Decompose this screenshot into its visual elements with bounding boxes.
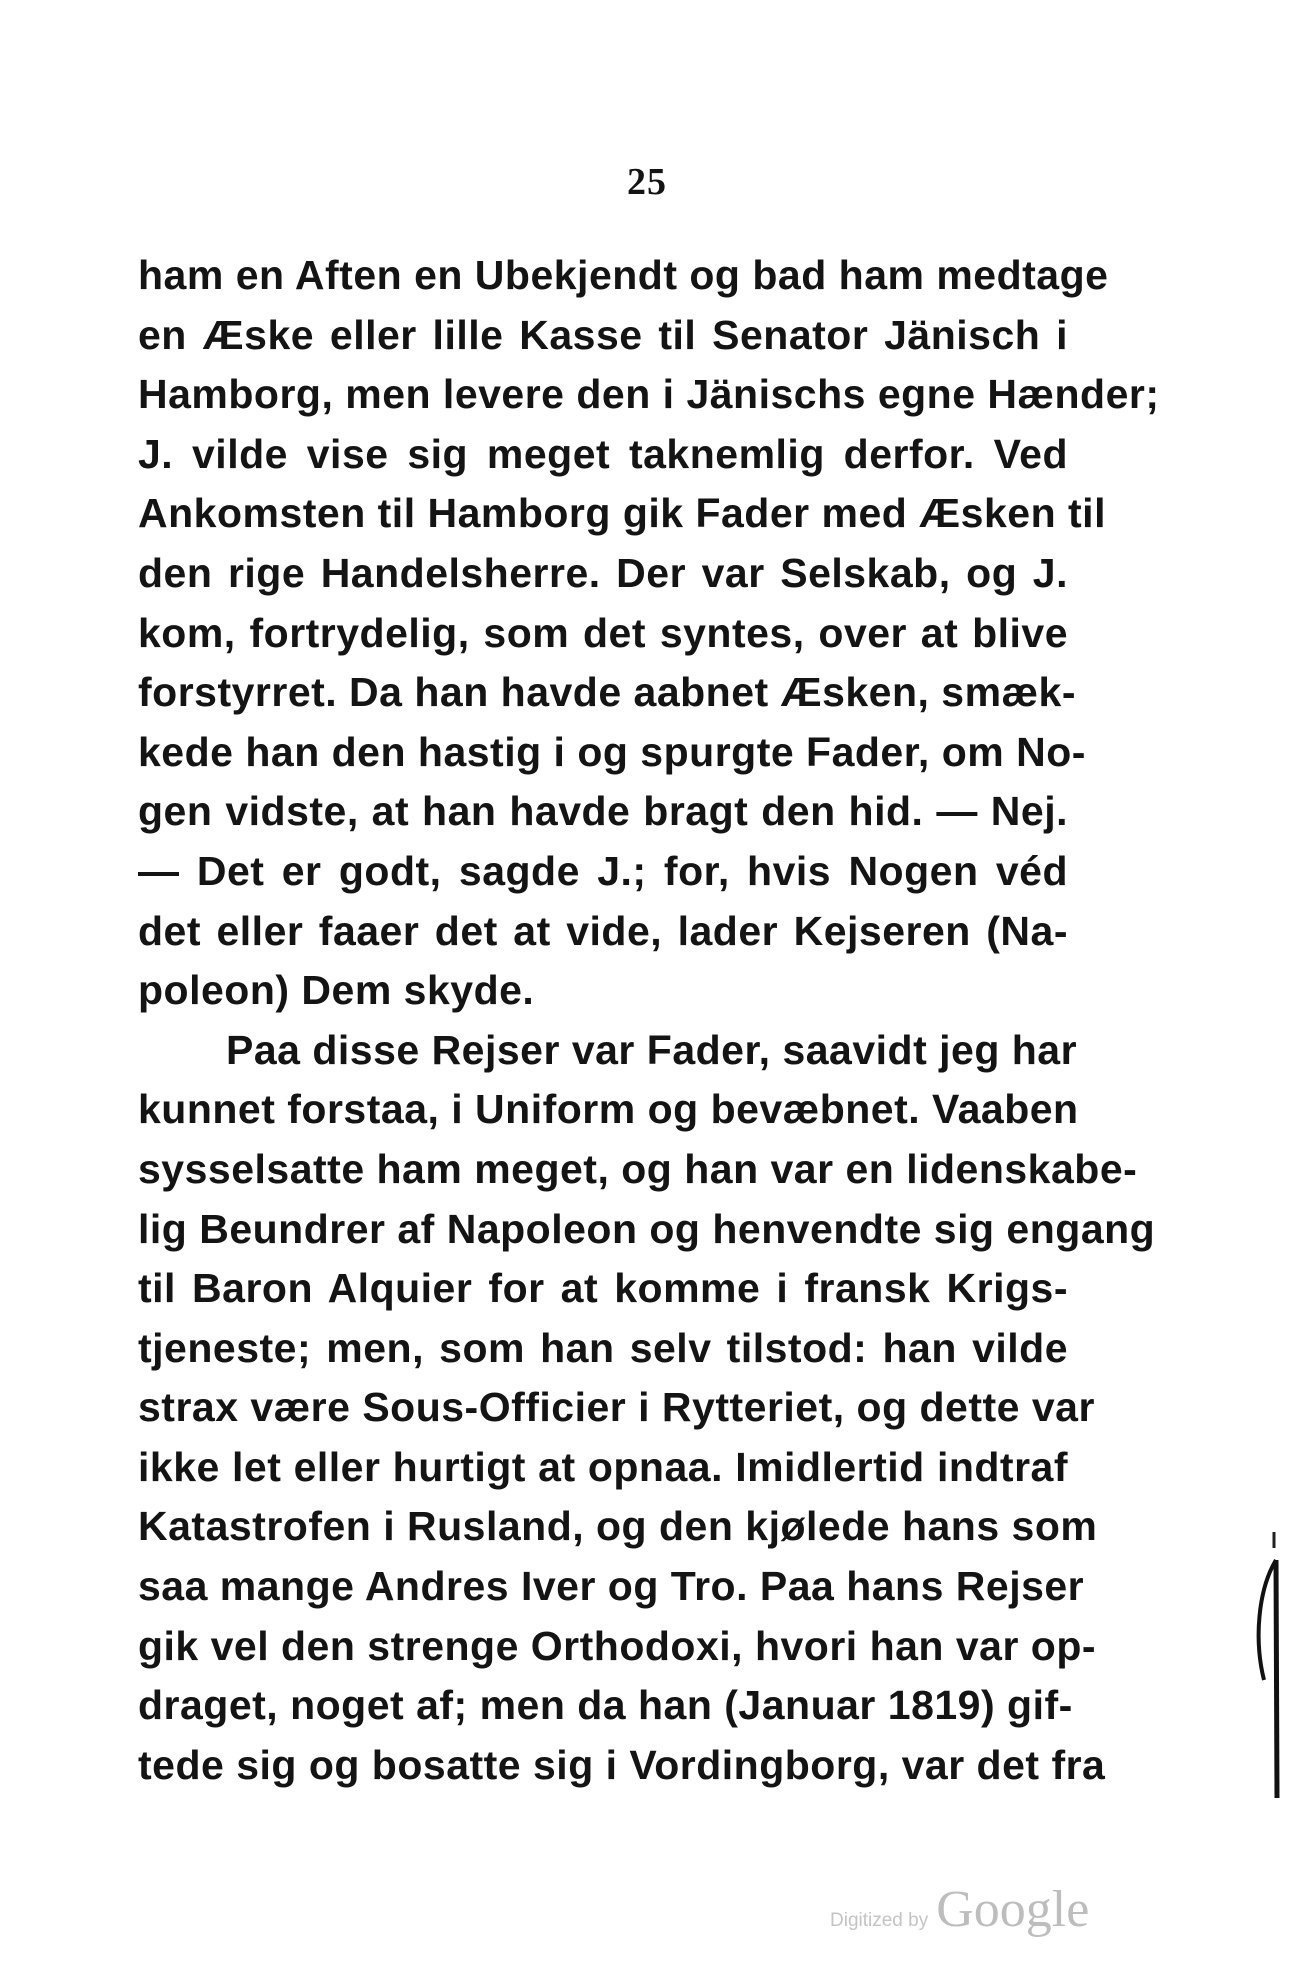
text-line: kede han den hastig i og spurgte Fader, om No- bbox=[138, 728, 1086, 775]
google-logo: Google bbox=[936, 1881, 1090, 1938]
text-line: Katastrofen i Rusland, og den kjølede hans som bbox=[138, 1503, 1098, 1550]
text-line: saa mange Andres Iver og Tro. Paa hans Rejser bbox=[138, 1563, 1085, 1610]
paragraph-start-line: Paa disse Rejser var Fader, saavidt jeg har bbox=[226, 1026, 1078, 1073]
paragraph-end-line: poleon) Dem skyde. bbox=[138, 967, 535, 1014]
text-line: kom, fortrydelig, som det syntes, over at blive bbox=[138, 609, 1068, 656]
text-line: en Æske eller lille Kasse til Senator Jänisch i bbox=[138, 311, 1068, 358]
page-number: 25 bbox=[627, 161, 667, 203]
text-line: gik vel den strenge Orthodoxi, hvori han var op- bbox=[138, 1622, 1097, 1669]
text-line: draget, noget af; men da han (Januar 1819) gif- bbox=[138, 1682, 1073, 1729]
text-line: ikke let eller hurtigt at opnaa. Imidlertid indtraf bbox=[138, 1443, 1068, 1490]
text-line: sysselsatte ham meget, og han var en lidenskabe- bbox=[138, 1145, 1138, 1192]
body-text bbox=[138, 246, 1160, 1795]
text-line: strax være Sous-Officier i Rytteriet, og dette var bbox=[138, 1384, 1095, 1431]
text-line: tede sig og bosatte sig i Vordingborg, var det fra bbox=[138, 1741, 1106, 1788]
text-line: gen vidste, at han havde bragt den hid. — Nej. bbox=[138, 788, 1068, 835]
scan-edge-mark bbox=[1250, 1530, 1280, 1800]
text-line: ham en Aften en Ubekjendt og bad ham medtage bbox=[138, 252, 1109, 298]
text-line: den rige Handelsherre. Der var Selskab, og J. bbox=[138, 549, 1068, 596]
text-line: forstyrret. Da han havde aabnet Æsken, smæk- bbox=[138, 669, 1076, 716]
text-line: Ankomsten til Hamborg gik Fader med Æsken til bbox=[138, 490, 1106, 537]
text-line: lig Beundrer af Napoleon og henvendte sig engang bbox=[138, 1205, 1156, 1252]
digitized-watermark bbox=[830, 1880, 1089, 1939]
watermark-small-text: Digitized by bbox=[830, 1910, 929, 1931]
text-line: — Det er godt, sagde J.; for, hvis Nogen véd bbox=[138, 847, 1068, 894]
text-line: J. vilde vise sig meget taknemlig derfor. Ved bbox=[138, 430, 1068, 477]
text-line: kunnet forstaa, i Uniform og bevæbnet. Vaaben bbox=[138, 1086, 1079, 1133]
text-line: det eller faaer det at vide, lader Kejseren (Na- bbox=[138, 907, 1068, 954]
text-line: til Baron Alquier for at komme i fransk Krigs- bbox=[138, 1265, 1068, 1312]
text-line: tjeneste; men, som han selv tilstod: han vilde bbox=[138, 1324, 1068, 1371]
text-line: Hamborg, men levere den i Jänischs egne Hænder; bbox=[138, 371, 1160, 418]
